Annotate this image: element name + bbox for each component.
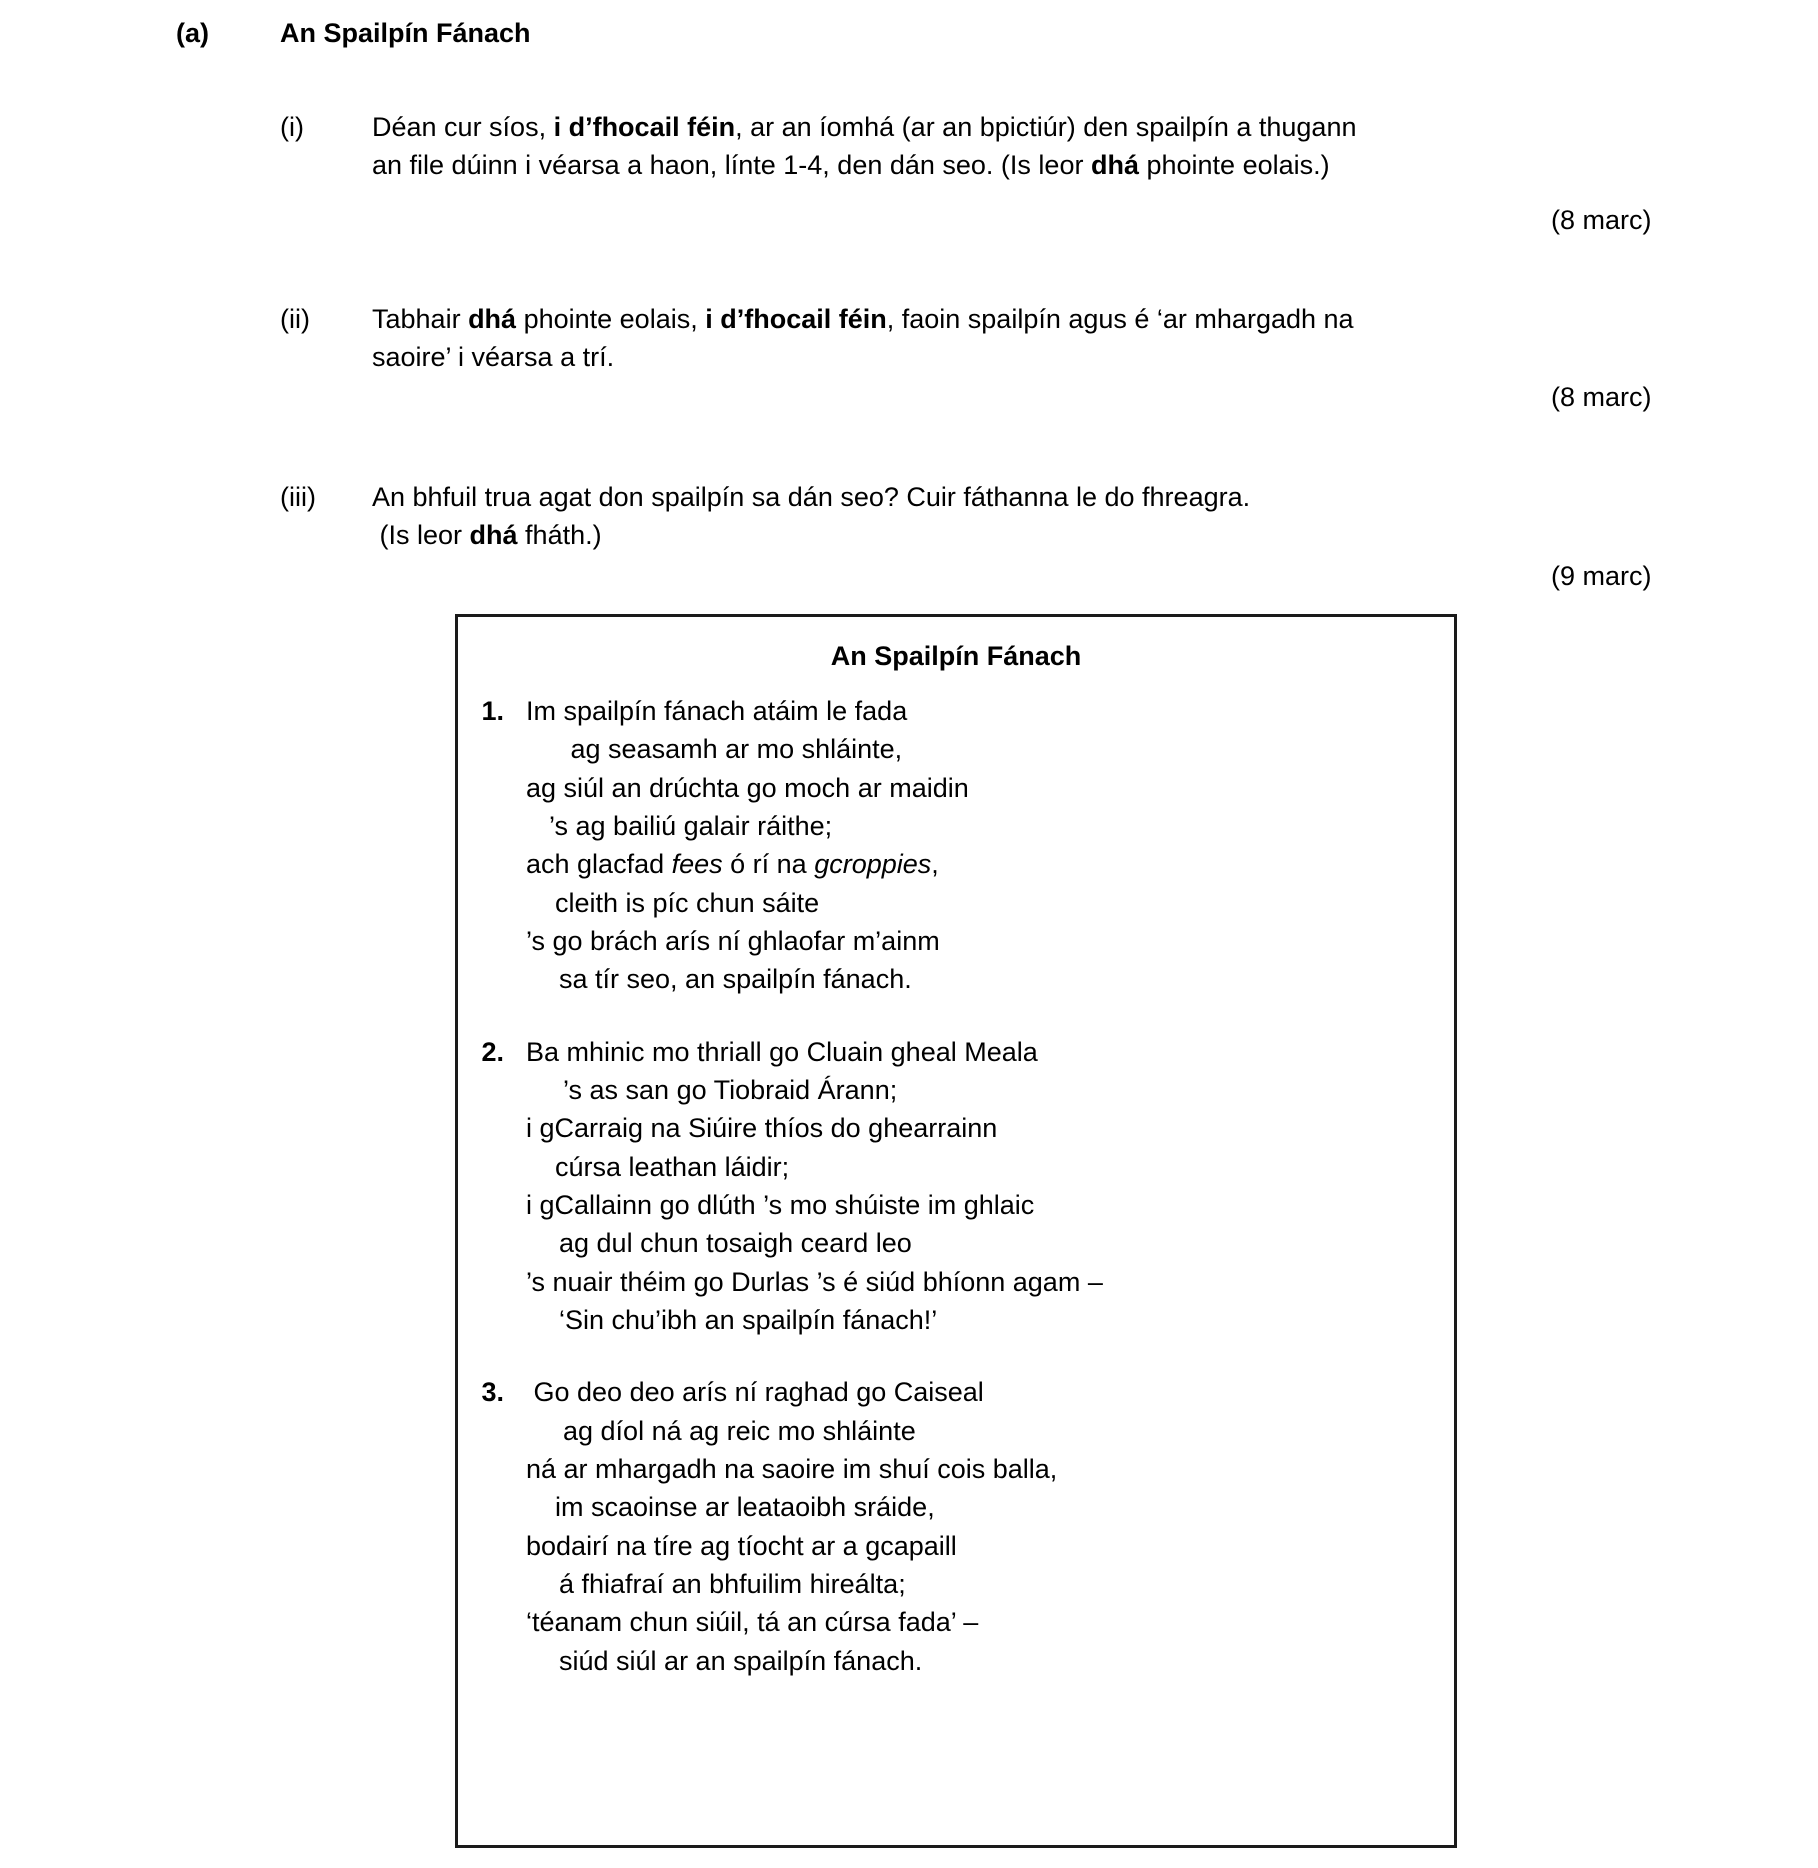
marks-question-ii: (8 marc): [1551, 382, 1652, 412]
poem-verse-2: [458, 1033, 1454, 1340]
question-ii: [280, 300, 1610, 377]
verse-1-line-1: Im spailpín fánach atáim le fada: [526, 696, 908, 726]
question-ii-number: (ii): [280, 304, 310, 334]
poem-box: [455, 614, 1457, 1848]
verse-3-line-3: ná ar mhargadh na saoire im shuí cois balla,: [526, 1453, 1058, 1484]
question-iii-body: [372, 478, 1610, 555]
verse-2-lines: [526, 1033, 1454, 1340]
question-ii-line-1: Tabhair dhá phointe eolais, i d’fhocail féin, faoin spailpín agus é ‘ar mhargadh na: [372, 304, 1354, 334]
verse-3-line-2: ag díol ná ag reic mo shláinte: [548, 1415, 916, 1446]
verse-2-line-1: Ba mhinic mo thriall go Cluain gheal Meala: [526, 1036, 1038, 1067]
section-heading: [176, 18, 531, 49]
verse-3-line-8: siúd siúl ar an spailpín fánach.: [544, 1645, 923, 1676]
verse-3-lines: [526, 1373, 1454, 1680]
question-ii-line-2: saoire’ i véarsa a trí.: [372, 342, 615, 373]
italic-gcroppies: gcroppies: [814, 849, 932, 880]
verse-1-number: 1.: [481, 696, 504, 726]
marks-question-iii: (9 marc): [1551, 561, 1652, 591]
verse-1-line-8: sa tír seo, an spailpín fánach.: [544, 964, 912, 995]
question-iii-line-1: An bhfuil trua agat don spailpín sa dán seo? Cuir fáthanna le do fhreagra.: [372, 482, 1251, 512]
marks-question-i: (8 marc): [1551, 205, 1652, 235]
verse-1-line-2: ag seasamh ar mo shláinte,: [548, 734, 903, 765]
verse-1-line-4: ’s ag bailiú galair ráithe;: [534, 810, 833, 841]
italic-fees: fees: [671, 849, 723, 880]
page-title: An Spailpín Fánach: [280, 18, 531, 48]
poem-title: An Spailpín Fánach: [830, 641, 1082, 671]
verse-1-line-5: ach glacfad fees ó rí na gcroppies,: [526, 849, 939, 880]
question-ii-body: [372, 300, 1610, 377]
verse-3-line-4: im scaoinse ar leataoibh sráide,: [540, 1492, 935, 1523]
question-i-number: (i): [280, 112, 304, 142]
verse-2-line-2: ’s as san go Tiobraid Árann;: [548, 1074, 898, 1105]
poem-verse-3: [458, 1373, 1454, 1680]
verse-2-line-4: cúrsa leathan láidir;: [540, 1151, 790, 1182]
verse-1-line-6: cleith is píc chun sáite: [540, 887, 820, 918]
poem-verse-1: [458, 692, 1454, 999]
verse-1-line-7: ’s go brách arís ní ghlaofar m’ainm: [526, 925, 940, 956]
question-i: [280, 108, 1610, 185]
question-i-line-2: an file dúinn i véarsa a haon, línte 1-4, den dán seo. (Is leor dhá phointe eolais.): [372, 150, 1330, 181]
verse-3-line-7: ‘téanam chun siúil, tá an cúrsa fada’ –: [526, 1607, 979, 1638]
question-iii-number: (iii): [280, 482, 316, 512]
verse-2-line-6: ag dul chun tosaigh ceard leo: [544, 1228, 912, 1259]
verse-2-line-5: i gCallainn go dlúth ’s mo shúiste im ghlaic: [526, 1189, 1035, 1220]
question-i-line-1: Déan cur síos, i d’fhocail féin, ar an íomhá (ar an bpictiúr) den spailpín a thugann: [372, 112, 1357, 142]
verse-1-line-3: ag siúl an drúchta go moch ar maidin: [526, 772, 969, 803]
question-iii-line-2: (Is leor dhá fháth.): [372, 520, 602, 551]
verse-3-line-1: Go deo deo arís ní raghad go Caiseal: [526, 1377, 984, 1408]
verse-3-number: 3.: [481, 1377, 504, 1408]
verse-3-line-5: bodairí na tíre ag tíocht ar a gcapaill: [526, 1530, 957, 1561]
question-i-body: [372, 108, 1610, 185]
verse-2-line-7: ’s nuair théim go Durlas ’s é siúd bhíonn agam –: [526, 1266, 1103, 1297]
verse-3-line-6: á fhiafraí an bhfuilim hireálta;: [544, 1568, 906, 1599]
verse-2-number: 2.: [481, 1036, 504, 1067]
verse-2-line-3: i gCarraig na Siúire thíos do ghearrainn: [526, 1113, 998, 1144]
verse-2-line-8: ‘Sin chu’ibh an spailpín fánach!’: [544, 1304, 938, 1335]
section-label: (a): [176, 18, 209, 48]
question-iii: [280, 478, 1610, 555]
verse-1-lines: [526, 692, 1454, 999]
